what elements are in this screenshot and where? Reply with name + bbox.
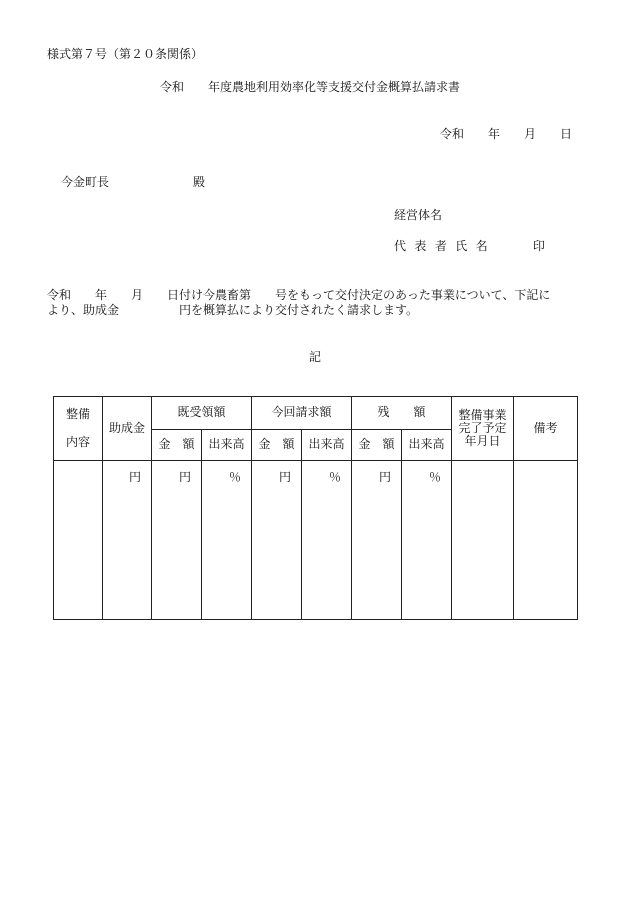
header-completion-line-1: 整備事業 — [458, 407, 507, 422]
subheader-received-progress: 出来高 — [202, 430, 252, 461]
cell-project-content[interactable] — [54, 461, 103, 620]
unit-percent: ％ — [329, 470, 342, 484]
unit-percent: ％ — [429, 470, 442, 484]
header-project-content-top: 整備 — [65, 407, 90, 422]
header-completion-date — [452, 397, 514, 461]
cell-received-progress[interactable] — [202, 461, 252, 620]
header-completion-line-3: 年月日 — [464, 434, 501, 449]
cell-received-amount[interactable] — [152, 461, 202, 620]
subheader-current-progress: 出来高 — [302, 430, 352, 461]
unit-yen: 円 — [178, 470, 191, 484]
subheader-received-amount: 金 額 — [152, 430, 202, 461]
subheader-current-amount: 金 額 — [252, 430, 302, 461]
unit-yen: 円 — [379, 470, 392, 484]
cell-remaining-progress[interactable] — [402, 461, 452, 620]
table-header-row-1 — [54, 397, 578, 430]
cell-remarks[interactable] — [514, 461, 578, 620]
subheader-remaining-amount: 金 額 — [352, 430, 402, 461]
cell-subsidy[interactable] — [103, 461, 152, 620]
cell-current-progress[interactable] — [302, 461, 352, 620]
subheader-remaining-progress: 出来高 — [402, 430, 452, 461]
header-received: 既受領額 — [152, 397, 252, 430]
cell-completion-date[interactable] — [452, 461, 514, 620]
cell-remaining-amount[interactable] — [352, 461, 402, 620]
request-body-line-1: 令和 年 月 日付け今農畜第 号をもって交付決定のあった事業について、下記に — [47, 288, 551, 302]
table-data-row — [54, 461, 578, 620]
header-subsidy: 助成金 — [103, 397, 152, 461]
unit-yen: 円 — [128, 470, 141, 484]
header-current-request: 今回請求額 — [252, 397, 352, 430]
unit-percent: ％ — [229, 470, 242, 484]
header-remarks: 備考 — [514, 397, 578, 461]
header-project-content — [54, 397, 103, 461]
form-number: 様式第７号（第２０条関係） — [47, 47, 204, 61]
ki-heading: 記 — [309, 350, 322, 364]
document-title: 令和 年度農地利用効率化等支援交付金概算払請求書 — [160, 80, 461, 94]
header-completion-line-2: 完了予定 — [458, 420, 507, 435]
representative-label: 代 表 者 氏 名 印 — [394, 239, 548, 253]
detail-table — [53, 396, 578, 620]
unit-yen: 円 — [279, 470, 292, 484]
date-line: 令和 年 月 日 — [440, 127, 573, 141]
request-body-line-2: より、助成金 円を概算払により交付されたく請求します。 — [47, 303, 419, 317]
addressee: 今金町長 殿 — [61, 175, 206, 189]
business-name-label: 経営体名 — [394, 208, 443, 222]
header-remaining: 残 額 — [352, 397, 452, 430]
header-project-content-bottom: 内容 — [65, 434, 90, 449]
cell-current-amount[interactable] — [252, 461, 302, 620]
